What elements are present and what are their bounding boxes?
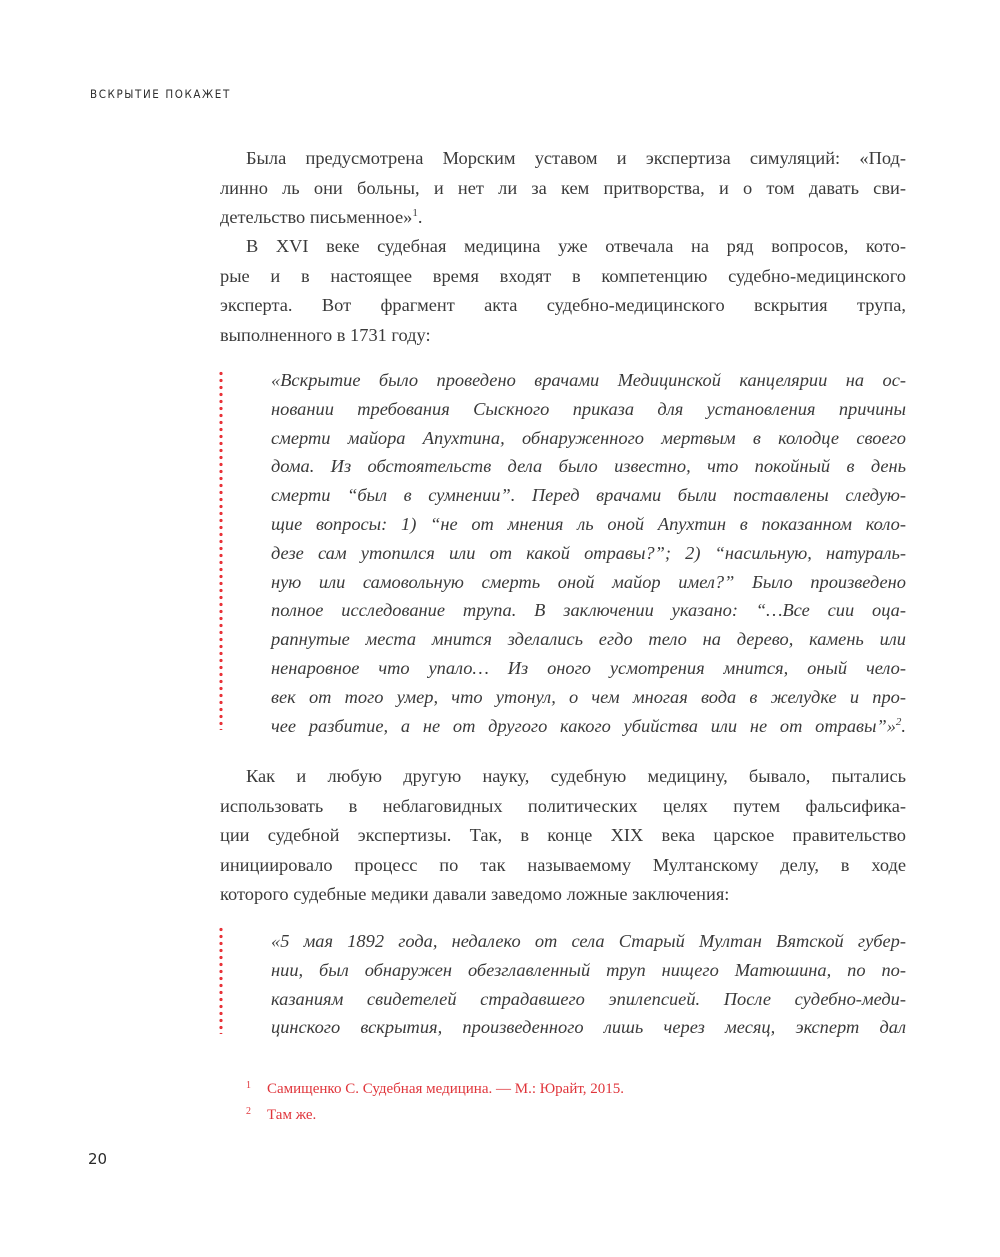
- text-line: Как и любую другую науку, судебную медицину, бывало, пытались: [246, 766, 906, 786]
- text-line: использовать в неблаговидных политических целях путем фальсифика-: [220, 795, 906, 816]
- footnote-text: Там же.: [267, 1107, 317, 1123]
- paragraph-3: [220, 762, 906, 910]
- running-head: ВСКРЫТИЕ ПОКАЖЕТ: [90, 87, 231, 101]
- quote-line: казаниям свидетелей страдавшего эпилепсией. После судебно-меди-: [271, 988, 906, 1009]
- text-line: ции судебной экспертизы. Так, в конце XIX века царское правительство: [220, 825, 906, 845]
- footnote-ref[interactable]: 2: [895, 715, 902, 728]
- quote-line: ненаровное что упало… Из оного усмотрения мнится, оный чело-: [271, 657, 906, 678]
- text-line-content: детельство письменное»: [220, 207, 413, 227]
- quote-line: смерти “был в сумнении”. Перед врачами были поставлены следую-: [271, 485, 906, 506]
- quote-line: щие вопросы: 1) “не от мнения ль оной Апухтин в показанном коло-: [271, 513, 906, 534]
- quote-line: полное исследование трупа. В заключении указано: “…Все сии оца-: [271, 600, 906, 621]
- footnote-ref[interactable]: 1: [412, 206, 418, 219]
- quote-line: дома. Из обстоятельств дела было известно, что покойный в день: [271, 456, 906, 477]
- quote-line-content: чее разбитие, а не от другого какого убийства или не от отравы”»: [271, 715, 896, 736]
- footnotes: [246, 1076, 624, 1128]
- quote-line: «5 мая 1892 года, недалеко от села Старый Мултан Вятской губер-: [271, 931, 906, 951]
- quote-line: нии, был обнаружен обезглавленный труп нищего Матюшина, по по-: [271, 959, 906, 980]
- quote-line: [271, 712, 906, 741]
- footnote-1: [246, 1076, 624, 1102]
- quote-line-end: .: [901, 715, 906, 736]
- text-line: В XVI веке судебная медицина уже отвечала на ряд вопросов, кото-: [246, 236, 906, 256]
- quote-line: новании требования Сыскного приказа для установления причины: [271, 398, 906, 419]
- quote-marker-dots: [219, 370, 223, 730]
- page-number: 20: [88, 1150, 108, 1168]
- text-line: выполненного в 1731 году:: [220, 324, 431, 345]
- quote-line: цинского вскрытия, произведенного лишь через месяц, эксперт дал: [271, 1017, 906, 1038]
- paragraph-1: [220, 144, 906, 233]
- quote-line: «Вскрытие было проведено врачами Медицинской канцелярии на ос-: [271, 370, 906, 390]
- footnote-text: Самищенко С. Судебная медицина. — М.: Юрайт, 2015.: [267, 1081, 625, 1097]
- quote-line: рапнутые места мнится зделались егдо тело на дерево, камень или: [271, 629, 906, 650]
- quote-line: смерти майора Апухтина, обнаруженного мертвым в колодце своего: [271, 427, 906, 448]
- footnote-number: 2: [246, 1106, 251, 1117]
- text-line-end: .: [417, 207, 423, 227]
- text-line: эксперта. Вот фрагмент акта судебно-медицинского вскрытия трупа,: [220, 295, 906, 315]
- text-line: Была предусмотрена Морским уставом и экспертиза симуляций: «Под-: [246, 148, 906, 168]
- text-line: инициировало процесс по так называемому Мултанскому делу, в ходе: [220, 854, 906, 875]
- text-line: линно ль они больны, и нет ли за кем притворства, и о том давать сви-: [220, 177, 906, 198]
- quote-2: [271, 927, 906, 1042]
- footnote-number: 1: [246, 1080, 251, 1091]
- quote-1: [271, 366, 906, 740]
- quote-line: век от того умер, что утонул, о чем многая вода в желудке и про-: [271, 686, 906, 707]
- quote-marker-dots: [219, 926, 223, 1034]
- text-line: [220, 203, 906, 233]
- text-line: рые и в настоящее время входят в компетенцию судебно-медицинского: [220, 265, 906, 286]
- paragraph-2: [220, 232, 906, 350]
- quote-line: дезе сам утопился или от какой отравы?”; 2) “насильную, натураль-: [271, 542, 906, 563]
- footnote-2: [246, 1102, 624, 1128]
- quote-line: ную или самовольную смерть оной майор имел?” Было произведено: [271, 571, 906, 592]
- text-line: которого судебные медики давали заведомо ложные заключения:: [220, 884, 730, 904]
